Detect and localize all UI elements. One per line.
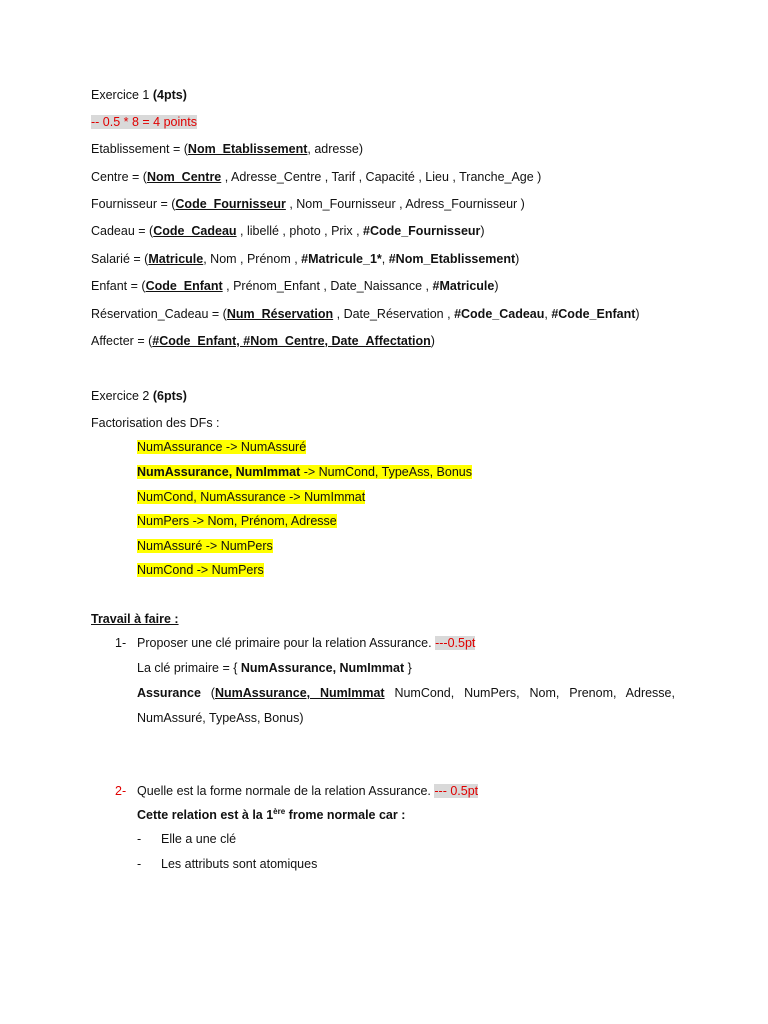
travail-heading: Travail à faire : (91, 612, 179, 626)
question-2-number: 2- (115, 784, 127, 798)
relation-centre: Centre = (Nom_Centre , Adresse_Centre , Tarif , Capacité , Lieu , Tranche_Age ) (91, 170, 542, 184)
relation-fournisseur: Fournisseur = (Code_Fournisseur , Nom_Fournisseur , Adress_Fournisseur ) (91, 197, 525, 211)
exercise1-heading: Exercice 1 (4pts) (91, 88, 187, 102)
df-line-3: NumCond, NumAssurance -> NumImmat (137, 490, 366, 504)
reason-1-bullet: - (137, 832, 142, 846)
relation-assurance: Assurance (NumAssurance, NumImmat NumCond, NumPers, Nom, Prenom, Adresse, (137, 686, 675, 700)
df-line-6: NumCond -> NumPers (137, 563, 264, 577)
reason-2-bullet: - (137, 857, 142, 871)
df-line-5: NumAssuré -> NumPers (137, 539, 273, 553)
question-1: Proposer une clé primaire pour la relation Assurance. ---0.5pt (137, 636, 476, 650)
df-line-4: NumPers -> Nom, Prénom, Adresse (137, 514, 337, 528)
relation-salarie: Salarié = (Matricule, Nom , Prénom , #Matricule_1*, #Nom_Etablissement) (91, 252, 520, 266)
exercise1-grading: -- 0.5 * 8 = 4 points (91, 115, 197, 129)
factorisation-label: Factorisation des DFs : (91, 416, 220, 430)
answer-2: Cette relation est à la 1ère frome normale car : (137, 806, 406, 822)
question-2: Quelle est la forme normale de la relation Assurance. --- 0.5pt (137, 784, 479, 798)
question-1-number: 1- (115, 636, 127, 650)
relation-etablissement: Etablissement = (Nom_Etablissement, adresse) (91, 142, 363, 156)
df-line-1: NumAssurance -> NumAssuré (137, 440, 307, 454)
relation-enfant: Enfant = (Code_Enfant , Prénom_Enfant , Date_Naissance , #Matricule) (91, 279, 499, 293)
reason-2: Les attributs sont atomiques (161, 857, 318, 871)
relation-reservation-cadeau: Réservation_Cadeau = (Num_Réservation , Date_Réservation , #Code_Cadeau, #Code_Enfant) (91, 307, 640, 321)
df-line-2: NumAssurance, NumImmat -> NumCond, TypeAss, Bonus (137, 465, 472, 479)
answer-1: La clé primaire = { NumAssurance, NumImmat } (137, 661, 412, 675)
reason-1: Elle a une clé (161, 832, 237, 846)
exercise2-heading: Exercice 2 (6pts) (91, 389, 187, 403)
relation-cadeau: Cadeau = (Code_Cadeau , libellé , photo , Prix , #Code_Fournisseur) (91, 224, 485, 238)
relation-affecter: Affecter = (#Code_Enfant, #Nom_Centre, Date_Affectation) (91, 334, 435, 348)
relation-assurance-continued: NumAssuré, TypeAss, Bonus) (137, 711, 304, 725)
